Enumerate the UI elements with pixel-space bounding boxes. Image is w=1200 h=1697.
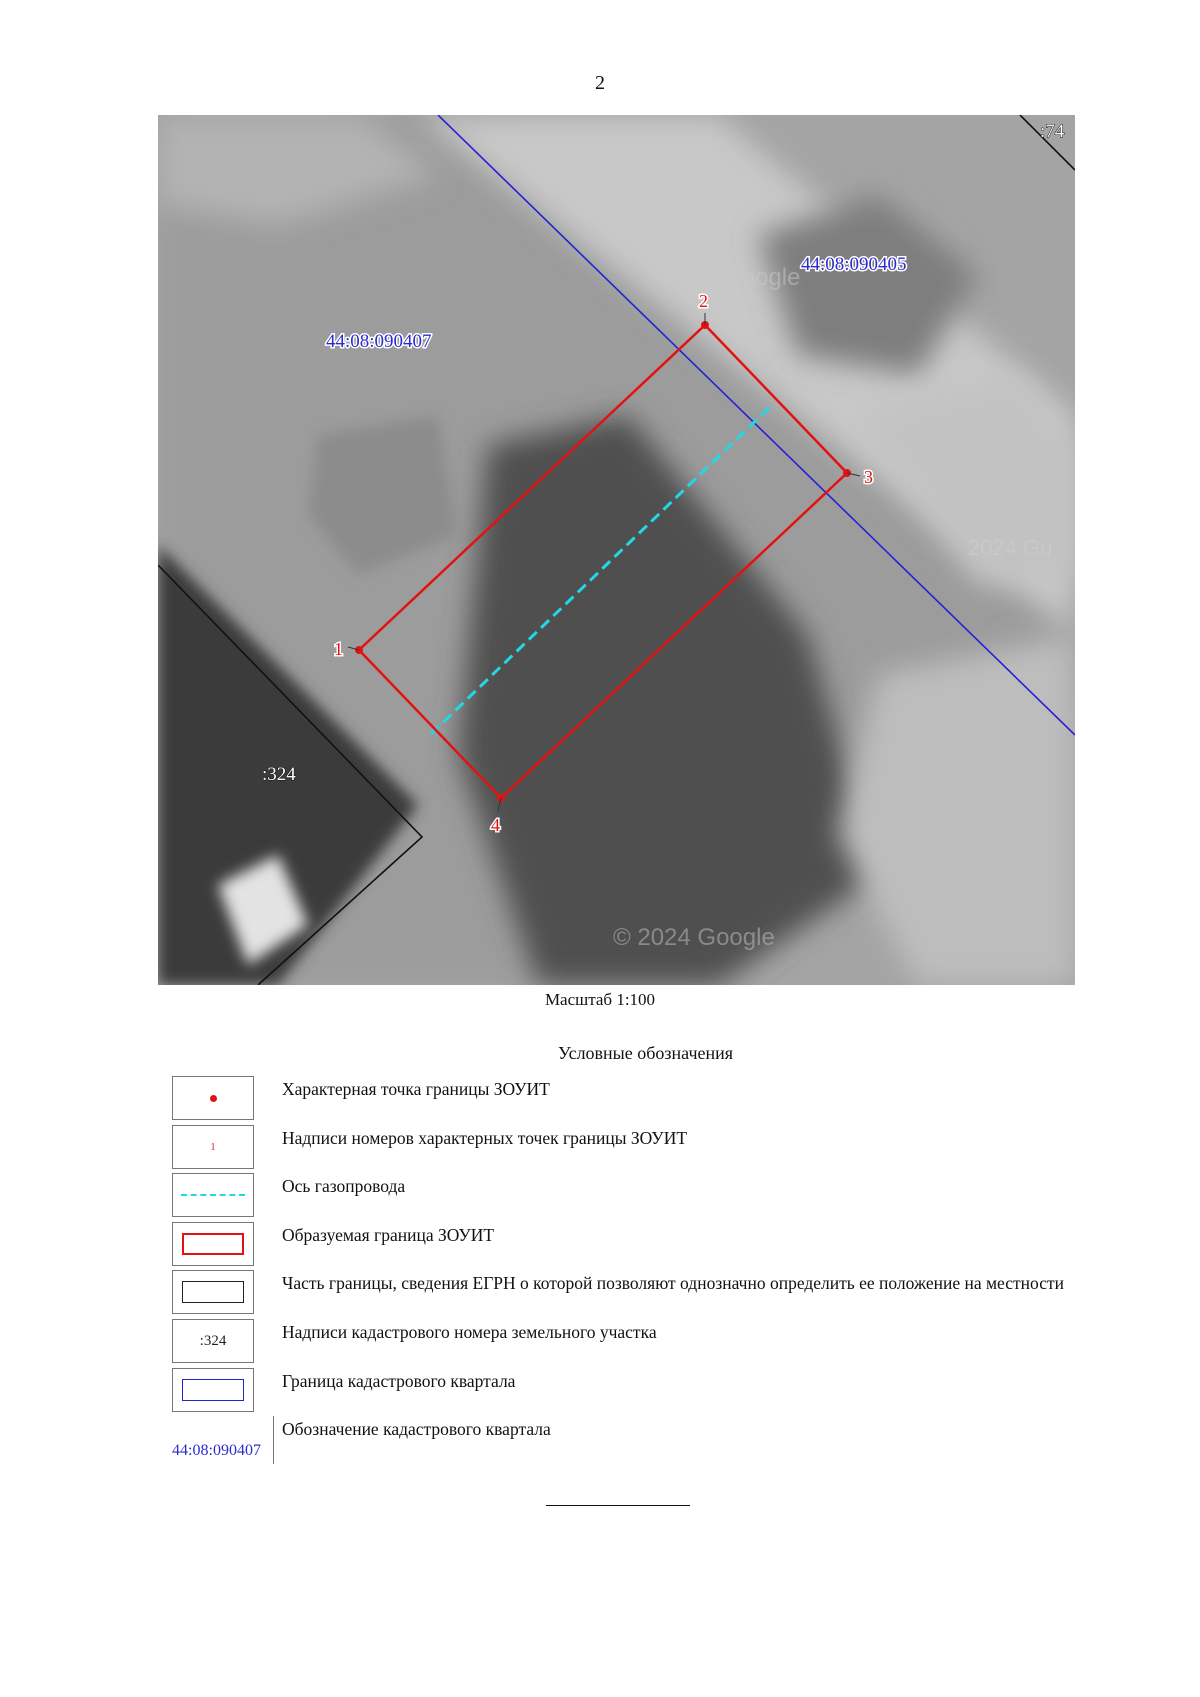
point-label-1: 1 bbox=[334, 639, 343, 659]
red-number-sample: 1 bbox=[210, 1141, 216, 1153]
legend-item-zouit-boundary bbox=[160, 1222, 1080, 1268]
red-rectangle-icon bbox=[182, 1233, 244, 1255]
legend-item-text: Характерная точка границы ЗОУИТ bbox=[282, 1079, 550, 1099]
parcel-label-324: :324 bbox=[262, 764, 296, 785]
cadastral-map bbox=[158, 115, 1075, 985]
cyan-dashed-line-icon bbox=[181, 1194, 245, 1196]
legend-item-egrn-boundary bbox=[160, 1270, 1080, 1316]
map-scale: Масштаб 1:100 bbox=[544, 990, 656, 1009]
legend-symbol-box bbox=[172, 1319, 254, 1363]
satellite-imagery bbox=[158, 115, 1075, 985]
legend-symbol-box bbox=[172, 1125, 254, 1169]
blue-rectangle-icon bbox=[182, 1379, 244, 1401]
legend-item-gas-pipeline bbox=[160, 1173, 1080, 1219]
legend-item-parcel-label bbox=[160, 1319, 1080, 1365]
legend-item-text: Обозначение кадастрового квартала bbox=[282, 1419, 551, 1439]
legend-symbol-box bbox=[172, 1173, 254, 1217]
black-rectangle-icon bbox=[182, 1281, 244, 1303]
legend-item-text: Образуемая граница ЗОУИТ bbox=[282, 1225, 495, 1245]
legend-symbol-box bbox=[172, 1076, 254, 1120]
red-dot-icon bbox=[210, 1095, 217, 1102]
legend-symbol-box bbox=[172, 1270, 254, 1314]
point-label-2: 2 bbox=[699, 291, 708, 311]
point-label-4: 4 bbox=[491, 815, 500, 835]
map-canvas bbox=[158, 115, 1075, 985]
quarter-label-sample: 44:08:090407 bbox=[160, 1416, 274, 1464]
quarter-label-090405: 44:08:090405 bbox=[801, 254, 907, 275]
legend-symbol-box bbox=[172, 1222, 254, 1266]
legend-title: Условные обозначения bbox=[558, 1043, 734, 1063]
point-label-3: 3 bbox=[864, 467, 873, 487]
legend-item-text: Ось газопровода bbox=[282, 1176, 406, 1196]
legend-symbol-box bbox=[172, 1368, 254, 1412]
legend-item-vertex-point bbox=[160, 1076, 1080, 1122]
page-number: 2 bbox=[595, 72, 605, 94]
footer-rule bbox=[546, 1505, 690, 1506]
watermark-google-right: 2024 Go bbox=[968, 535, 1053, 560]
legend-item-quarter-label bbox=[160, 1416, 1080, 1462]
parcel-label-74: :74 bbox=[1040, 121, 1065, 142]
watermark-google-bottom: © 2024 Google bbox=[613, 924, 775, 951]
legend-item-point-numbers bbox=[160, 1125, 1080, 1171]
legend-item-text: Граница кадастрового квартала bbox=[282, 1371, 516, 1391]
legend-item-quarter-border bbox=[160, 1368, 1080, 1414]
legend-item-text: Надписи номеров характерных точек границы ЗОУИТ bbox=[282, 1128, 688, 1148]
parcel-label-sample: :324 bbox=[199, 1332, 227, 1349]
legend-item-text: Часть границы, сведения ЕГРН о которой позволяют однозначно определить ее положение на местности bbox=[282, 1273, 1065, 1293]
watermark-google-top: 2024 Google bbox=[663, 264, 801, 291]
legend-item-text: Надписи кадастрового номера земельного участка bbox=[282, 1322, 657, 1342]
quarter-label-090407: 44:08:090407 bbox=[326, 331, 432, 352]
